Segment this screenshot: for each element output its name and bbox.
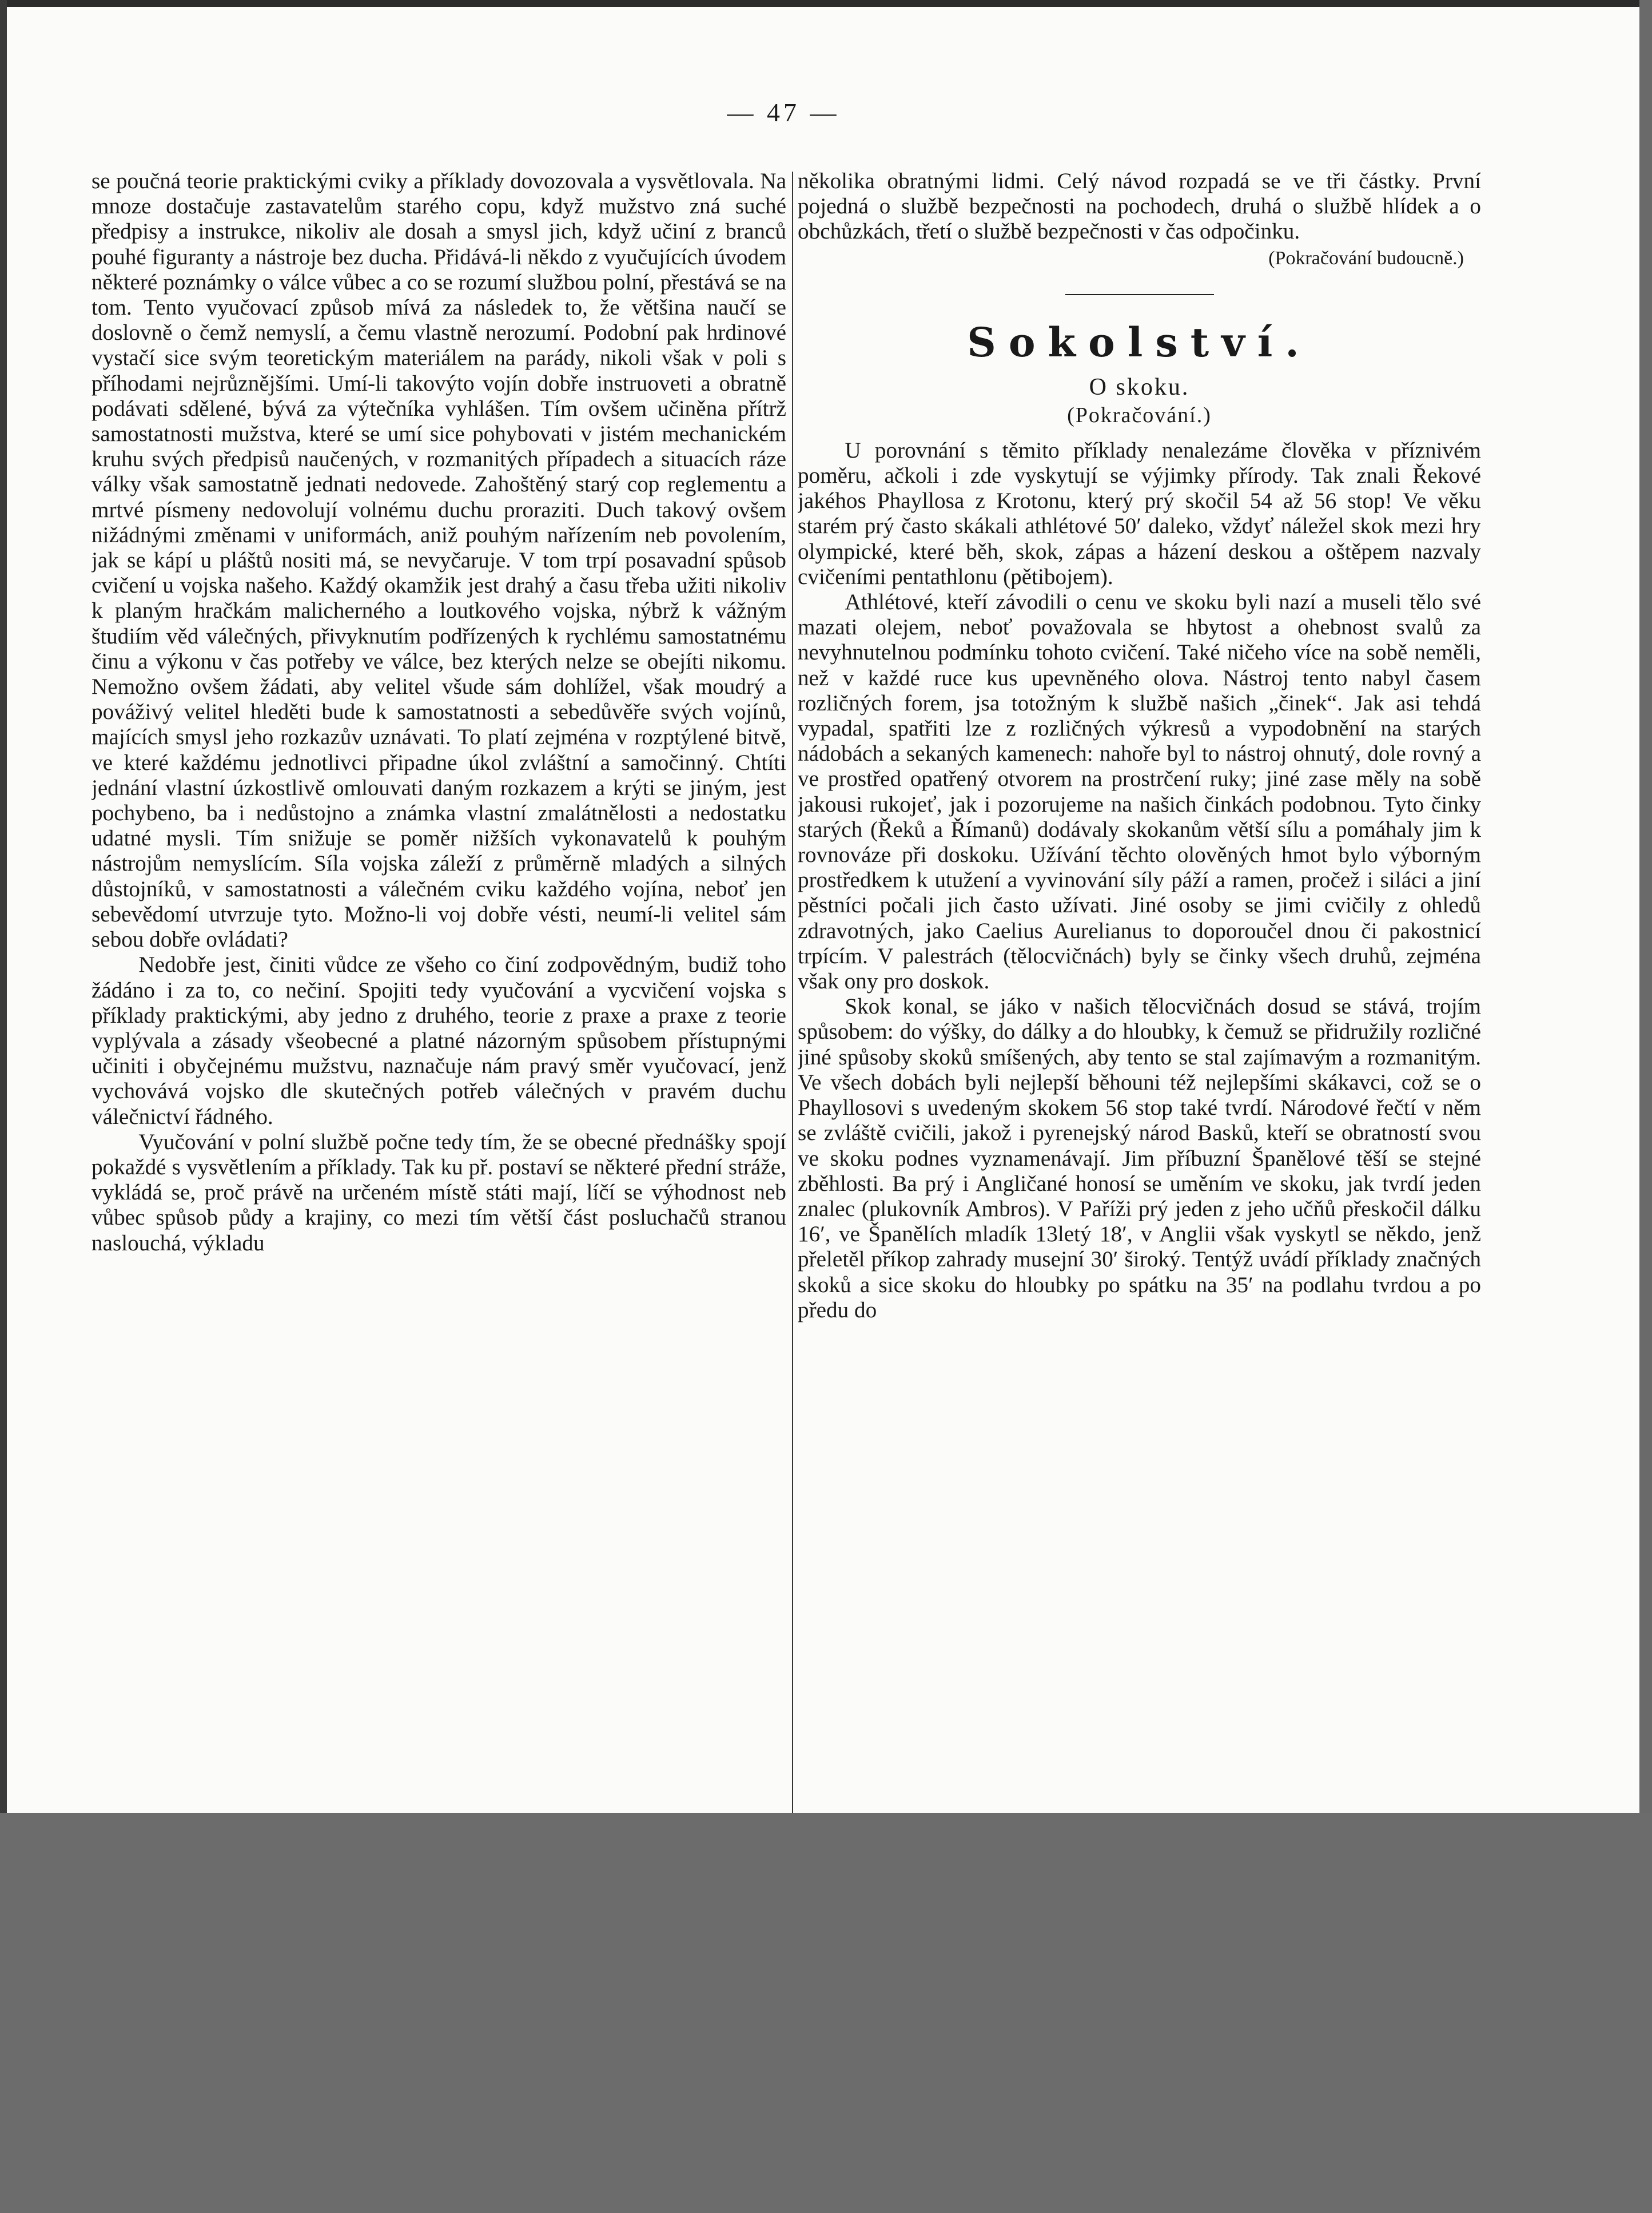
body-paragraph: Skok konal, se jáko v našich tělocvičnách dosud se stává, trojím spůsobem: do výšky, do dálky a do hloubky, k čemuž se přidružily rozličné jiné spůsoby skoků smíšených, aby tento se stal zajímavým a rozmanitým. Ve všech dobách byli nejlepší běhouni též nejlepšími skákavci, což se o Phayllosovi s uvedeným skokem 56 stop také tvrdí. Národové řečtí v něm se zvláště cvičili, jakož i pyrenejský národ Basků, kteří se obratností svou ve skoku podnes vyznamenávají. Jim příbuzní Španělové těší se stejné zběhlosti. Ba prý i Angličané honosí se uměním ve skoku, jak tvrdí jeden znalec (plukovník Ambros). V Paříži prý jeden z jeho učňů přeskočil dálku 16′, ve Španělích mladík 13letý 18′, v Anglii však vyskytl se někdo, jenž přeletěl příkop zahrady musejní 30′ široký. Tentýž uvádí příklady značných skoků a sice skoku do hloubky po spátku na 35′ na podlahu tvrdou a po předu do [798, 994, 1481, 1322]
page-number: — 47 — [727, 98, 840, 127]
column-divider [792, 172, 793, 1816]
section-title: Sokolství. [967, 318, 1312, 366]
body-paragraph: několika obratnými lidmi. Celý návod rozpadá se ve tři částky. První pojedná o službě bezpečnosti na pochodech, druhá o službě hlídek a o obchůzkách, třetí o službě bezpečnosti v čas odpočinku. [798, 169, 1481, 244]
body-paragraph: se poučná teorie praktickými cviky a příklady dovozovala a vysvětlovala. Na mnoze dostačuje zastavatelům starého copu, když mužstvo zná suché předpisy a instrukce, nikoliv ale dosah a smysl jich, když učiní z branců pouhé figuranty a nástroje bez ducha. Přidává-li někdo z vyučujících úvodem některé poznámky o válce vůbec a co se rozumí službou polní, přestává se na tom. Tento vyučovací způsob mívá za následek to, že většina naučí se doslovně o čemž nemyslí, a čemu vlastně nerozumí. Podobní pak hrdinové vystačí sice svým teoretickým materiálem na parády, nikoli však v poli s příhodami nejrůznějšími. Umí-li takovýto vojín dobře instruoveti a obratně podávati sdělené, bývá za výtečníka vyhlášen. Tím ovšem učiněna přítrž samostatnosti mužstva, které se umí sice pohybovati v jistém mechanickém kruhu svých předpisů naučených, v rozmanitých případech a situacích ráze války však samostatně jednati nedovede. Zahoštěný starý cop reglementu a mrtvé písmeny nedovolují volnému duchu proraziti. Duch takový ovšem nižádnými změnami v uniformách, aniž pouhým nařízením neb povolením, jak se kápí u pláštů nositi má, se nevyčaruje. V tom trpí posavadní spůsob cvičení u vojska našeho. Každý okamžik jest drahý a času třeba užiti nikoliv k planým hračkám malicherného a loutkového vojska, nýbrž k vážným študiím věd válečných, přivyknutím podřízených k rychlému samostatnému činu a výkonu v čas potřeby ve válce, bez kterých nelze se obejíti nikomu. Nemožno ovšem žádati, aby velitel všude sám dohlížel, však moudrý a pováživý velitel hleděti bude k samostatnosti a sebedůvěře svých vojínů, majících smysl jeho rozkazův uznávati. To platí zejména v rozptýlené bitvě, ve které každému jednotlivci připadne úkol zvláštní a samočinný. Chtíti jednání vlastní úzkostlivě omlouvati daným rozkazem a krýti se jiným, jest pochybeno, ba i nedůstojno a známka vlastní zmalátnělosti a nedostatku udatné mysli. Tím snižuje se poměr nižších vykonavatelů k pouhým nástrojům nemyslícím. Síla vojska záleží z průměrně mladých a silných důstojníků, v samostatnosti a válečném cviku každého vojína, neboť jen sebevědomí utvrzuje tyto. Možno-li voj dobře vésti, neumí-li velitel sám sebou dobře ovládati? [91, 169, 786, 952]
left-column [91, 169, 786, 1813]
scan-border-top [0, 0, 1652, 7]
body-paragraph: Athlétové, kteří závodili o cenu ve skoku byli nazí a museli tělo své mazati olejem, neboť považovala se hbytost a ohebnost svalů za nevyhnutelnou podmínku tohoto cvičení. Také ničeho více na sobě neměli, než v každé ruce kus upevněného olova. Nástroj tento nabyl časem rozličných forem, jsa totožným k službě našich „činek“. Jak asi tehdá vypadal, spatřiti lze z rozličných výkresů a vypodobnění na starých nádobách a sekaných kamenech: nahoře byl to nástroj ohnutý, dole rovný a ve prostřed opatřený otvorem na prostrčení ruky; jiné zase měly na sobě jakousi rukojeť, jak i pozorujeme na našich činkách podobnou. Tyto činky starých (Řeků a Římanů) dodávaly skokanům větší sílu a pomáhaly jim k rovnováze při doskoku. Užívání těchto olověných hmot bylo výborným prostředkem k utužení a vyvinování síly páží a ramen, pročež i siláci a jiní pěstníci počali jich často užívati. Jiné osoby se jimi cvičily z ohledů zdravotných, jako Caelius Aurelianus to doporoučel dnou či pakostnicí trpícím. V palestrách (tělocvičnách) byly se činky všech druhů, zejména však ony pro doskok. [798, 590, 1481, 994]
body-paragraph: Vyučování v polní službě počne tedy tím, že se obecné přednášky spojí pokaždé s vysvětlením a příklady. Tak ku př. postaví se některé přední stráže, vykládá se, proč právě na určeném místě státi mají, líčí se výhodnost neb vůbec spůsob půdy a krajiny, co mezi tím větší část posluchačů stranou naslouchá, výkladu [91, 1129, 786, 1256]
body-paragraph: U porovnání s těmito příklady nenalezáme člověka v příznivém poměru, ačkoli i zde vyskytují se výjimky přírody. Tak znali Řekové jakéhos Phayllosa z Krotonu, který prý skočil 54 až 56 stop! Ve věku starém prý často skákali athlétové 50′ daleko, vždyť náležel skok mezi hry olympické, které běh, skok, zápas a házení deskou a oštěpem nazvaly cvičeními pentathlonu (pětibojem). [798, 438, 1481, 589]
scan-bottom-band [0, 1813, 1652, 2213]
section-rule [1065, 294, 1214, 295]
body-paragraph: Nedobře jest, činiti vůdce ze všeho co činí zodpovědným, budiž toho žádáno i za to, co nečiní. Spojiti tedy vyučování a vycvičení vojska s příklady praktickými, aby jedno z druhého, teorie z praxe a praxe z teorie vyplývala a zásady všeobecné a platné názorným spůsobem přístupnými učiniti i obyčejnému mužstvu, naznačuje nám pravý směr vyučovací, jenž vychovává vojsko dle skutečných potřeb válečných v pravém duchu válečnictví řádného. [91, 952, 786, 1129]
section-subtitle: O skoku. [1089, 374, 1190, 400]
right-column [798, 169, 1481, 1813]
section-continuation: (Pokračování.) [1067, 403, 1212, 427]
continued-note: (Pokračování budoucně.) [1268, 247, 1464, 269]
